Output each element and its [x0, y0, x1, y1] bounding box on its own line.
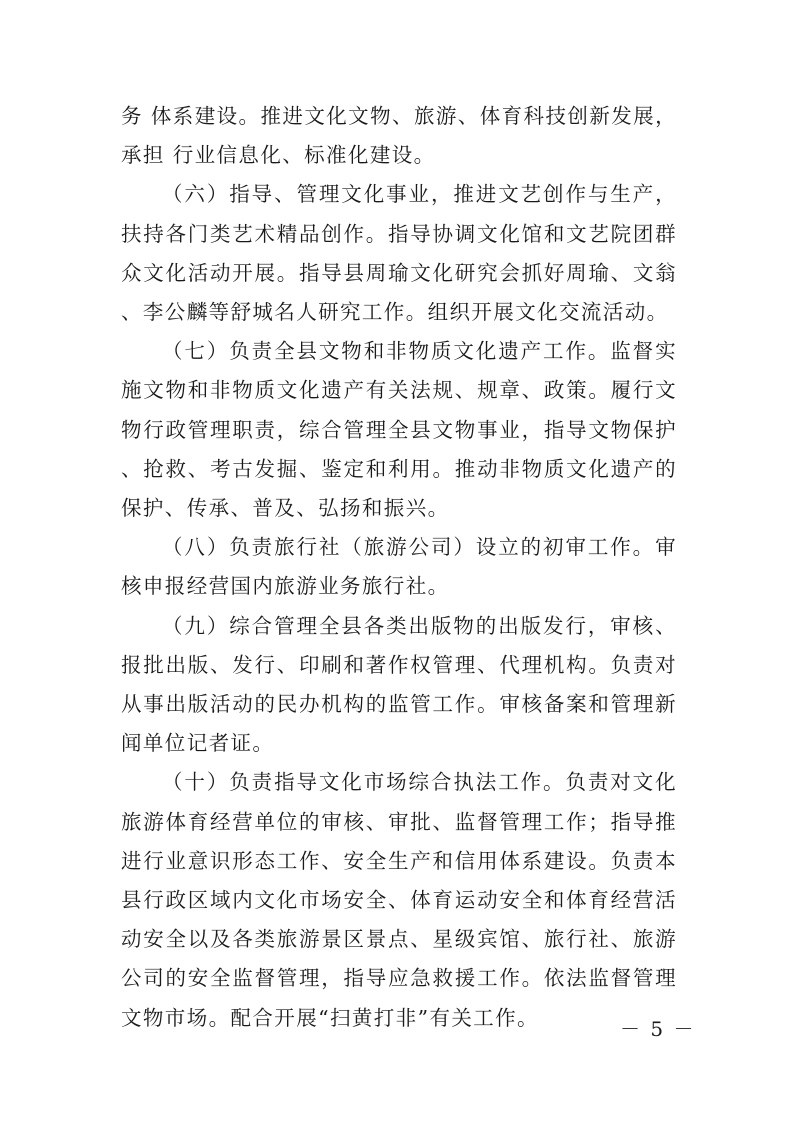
- paragraph-item-10: （十）负责指导文化市场综合执法工作。负责对文化旅游体育经营单位的审核、审批、监督管理工作；指导推进行业意识形态工作、安全生产和信用体系建设。负责本县行政区域内文化市场安全、体育运动安全和体育经营活动安全以及各类旅游景区景点、星级宾馆、旅行社、旅游公司的安全监督管理，指导应急救援工作。依法监督管理文物市场。配合开展“扫黄打非”有关工作。: [121, 770, 677, 1030]
- document-body: [121, 97, 677, 1038]
- paragraph-item-6: （六）指导、管理文化事业，推进文艺创作与生产，扶持各门类艺术精品创作。指导协调文化馆和文艺院团群众文化活动开展。指导县周瑜文化研究会抓好周瑜、文翁、李公麟等舒城名人研究工作。组织开展文化交流活动。: [121, 182, 677, 325]
- paragraph-item-7: （七）负责全县文物和非物质文化遗产工作。监督实施文物和非物质文化遗产有关法规、规章、政策。履行文物行政管理职责，综合管理全县文物事业，指导文物保护、抢救、考古发掘、鉴定和利用。推动非物质文化遗产的保护、传承、普及、弘扬和振兴。: [121, 339, 677, 521]
- page-number: － 5 －: [620, 1017, 696, 1041]
- paragraph-item-8: （八）负责旅行社（旅游公司）设立的初审工作。审核申报经营国内旅游业务旅行社。: [121, 535, 677, 599]
- paragraph-continuation: 务 体系建设。推进文化文物、旅游、体育科技创新发展，承担 行业信息化、标准化建设。: [121, 104, 677, 168]
- paragraph-item-9: （九）综合管理全县各类出版物的出版发行，审核、报批出版、发行、印刷和著作权管理、代理机构。负责对从事出版活动的民办机构的监管工作。审核备案和管理新闻单位记者证。: [121, 613, 677, 756]
